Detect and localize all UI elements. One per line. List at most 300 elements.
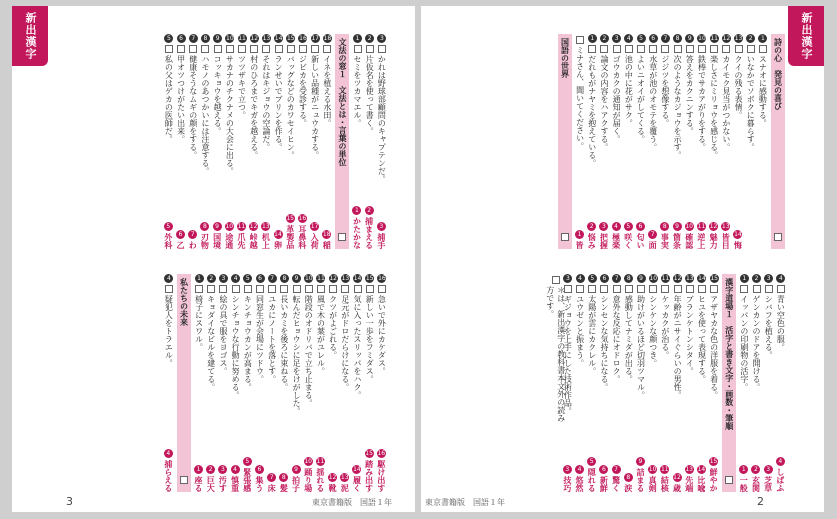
checkbox[interactable] bbox=[354, 285, 362, 293]
question-number: 9 bbox=[213, 34, 222, 43]
answer-number: 15 bbox=[365, 450, 373, 457]
answer-number: 5 bbox=[624, 222, 633, 231]
checkbox[interactable] bbox=[637, 45, 645, 53]
checkbox[interactable] bbox=[613, 285, 621, 293]
section-heading-text: 私たちの未来 bbox=[179, 278, 189, 326]
vocab-item bbox=[750, 274, 762, 492]
checkbox[interactable] bbox=[256, 285, 264, 293]
answer-block bbox=[732, 230, 743, 249]
question-sentence: シンセンな気持ちになる。 bbox=[599, 295, 609, 391]
answer-block bbox=[659, 465, 670, 492]
answer-number: 6 bbox=[599, 465, 608, 474]
question-sentence: ユカにノートを落とす。 bbox=[267, 295, 277, 383]
vocab-item bbox=[659, 34, 671, 249]
answer-kanji: 泥 bbox=[340, 484, 350, 492]
answer-block bbox=[708, 457, 719, 492]
vocab-item bbox=[230, 274, 242, 492]
checkbox[interactable] bbox=[226, 45, 234, 53]
vocab-item bbox=[586, 34, 598, 249]
question-number: 1 bbox=[588, 34, 597, 43]
checkbox[interactable] bbox=[180, 476, 188, 484]
answer-block bbox=[224, 222, 235, 249]
checkbox[interactable] bbox=[686, 45, 694, 53]
answer-number: 3 bbox=[599, 222, 608, 231]
answer-kanji: 髪 bbox=[279, 484, 289, 492]
vocab-item bbox=[611, 274, 623, 492]
checkbox[interactable] bbox=[740, 285, 748, 293]
checkbox[interactable] bbox=[262, 45, 270, 53]
question-number: 1 bbox=[353, 34, 362, 43]
checkbox[interactable] bbox=[661, 45, 669, 53]
question-sentence: 助けがいるほど切羽ツマル。 bbox=[636, 295, 646, 399]
answer-kanji: 耳鼻科 bbox=[297, 225, 307, 249]
checkbox[interactable] bbox=[710, 45, 718, 53]
checkbox[interactable] bbox=[613, 45, 621, 53]
checkbox[interactable] bbox=[649, 45, 657, 53]
question-number: 14 bbox=[353, 275, 362, 282]
vocab-item bbox=[574, 34, 586, 249]
question-sentence: 足元がドロだらけになる。 bbox=[340, 295, 350, 391]
checkbox[interactable] bbox=[698, 45, 706, 53]
checkbox[interactable] bbox=[338, 233, 346, 241]
vocab-item bbox=[738, 274, 750, 492]
checkbox[interactable] bbox=[747, 45, 755, 53]
answer-kanji: 詰まる bbox=[635, 468, 645, 492]
answer-block bbox=[376, 449, 387, 492]
checkbox[interactable] bbox=[311, 45, 319, 53]
publisher-footer: 東京書籍版 国語１年 bbox=[312, 498, 392, 507]
answer-number: 8 bbox=[279, 473, 288, 482]
question-number: 1 bbox=[195, 274, 204, 283]
checkbox[interactable] bbox=[238, 45, 246, 53]
question-number: 18 bbox=[323, 35, 332, 42]
question-number: 11 bbox=[238, 35, 246, 42]
question-number: 4 bbox=[164, 274, 173, 283]
answer-block bbox=[684, 465, 695, 492]
checkbox[interactable] bbox=[774, 233, 782, 241]
answer-block bbox=[708, 222, 719, 249]
checkbox[interactable] bbox=[600, 45, 608, 53]
answer-block bbox=[364, 449, 375, 492]
answer-number: 3 bbox=[377, 222, 386, 231]
checkbox[interactable] bbox=[725, 476, 733, 484]
checkbox[interactable] bbox=[244, 285, 252, 293]
question-sentence: 答えをカクニンする。 bbox=[685, 55, 695, 135]
answer-number: 14 bbox=[274, 231, 282, 238]
question-number: 7 bbox=[661, 34, 670, 43]
checkbox[interactable] bbox=[674, 285, 682, 293]
answer-kanji: 事実 bbox=[660, 233, 670, 249]
checkbox[interactable] bbox=[686, 285, 694, 293]
question-sentence: 太陽が雲にカクレル。 bbox=[587, 295, 597, 375]
answer-number: 11 bbox=[237, 223, 246, 230]
question-number: 13 bbox=[734, 35, 743, 42]
vocab-item bbox=[732, 34, 744, 249]
checkbox[interactable] bbox=[674, 45, 682, 53]
answer-number: 4 bbox=[575, 465, 584, 474]
checkbox[interactable] bbox=[661, 285, 669, 293]
question-sentence: 村のひろまでキガを越える。 bbox=[249, 55, 259, 159]
answer-kanji: 先端 bbox=[684, 476, 694, 492]
answer-number: 15 bbox=[709, 458, 718, 465]
question-sentence: 風で木の葉がユレル。 bbox=[316, 295, 326, 375]
vocab-item bbox=[708, 274, 720, 492]
question-number: 10 bbox=[226, 35, 234, 42]
vocab-item bbox=[351, 274, 363, 492]
question-number: 5 bbox=[637, 34, 646, 43]
vocab-item bbox=[273, 34, 285, 249]
vocab-item bbox=[623, 274, 635, 492]
checkbox[interactable] bbox=[299, 45, 307, 53]
answer-kanji: 箇条 bbox=[672, 233, 682, 249]
checkbox[interactable] bbox=[280, 285, 288, 293]
vocab-item bbox=[708, 34, 720, 249]
checkbox[interactable] bbox=[600, 285, 608, 293]
checkbox[interactable] bbox=[165, 285, 173, 293]
checkbox[interactable] bbox=[765, 285, 773, 293]
checkbox[interactable] bbox=[710, 285, 718, 293]
question-sentence: よいニオイがしてくる。 bbox=[636, 55, 646, 143]
answer-number: 12 bbox=[673, 474, 681, 481]
question-sentence: かれは野球部顧問のキャプテンだ。 bbox=[377, 55, 387, 183]
question-sentence: 長いカミを後ろに束ねる。 bbox=[279, 295, 289, 391]
answer-number: 8 bbox=[660, 222, 669, 231]
checkbox[interactable] bbox=[588, 285, 596, 293]
answer-kanji: 悠然 bbox=[575, 476, 584, 492]
question-sentence: キョダイなビルを建てる。 bbox=[206, 295, 216, 391]
question-sentence: イッパンの印刷物の活字。 bbox=[739, 295, 749, 391]
checkbox[interactable] bbox=[378, 285, 386, 293]
vocab-item bbox=[635, 34, 647, 249]
question-number: 14 bbox=[274, 35, 283, 42]
answer-kanji: 芝草 bbox=[763, 476, 773, 492]
question-number: 5 bbox=[164, 34, 173, 43]
question-sentence: ブランケトンシタイ。 bbox=[685, 295, 695, 375]
question-sentence: 青い空色の服。 bbox=[776, 295, 786, 351]
answer-block bbox=[720, 222, 731, 249]
page-right bbox=[421, 6, 824, 512]
checkbox[interactable] bbox=[576, 285, 584, 293]
checkbox[interactable] bbox=[366, 45, 374, 53]
question-number: 15 bbox=[286, 35, 295, 42]
vocab-item bbox=[339, 274, 351, 492]
answer-block bbox=[586, 457, 597, 492]
vocab-item bbox=[684, 34, 696, 249]
answer-kanji: 床 bbox=[267, 484, 277, 492]
vocab-item bbox=[659, 274, 671, 492]
checkbox[interactable] bbox=[165, 45, 173, 53]
vocab-item bbox=[212, 34, 224, 249]
vocab-item bbox=[175, 34, 187, 249]
vocab-item bbox=[278, 274, 290, 492]
answer-number: 13 bbox=[685, 466, 693, 473]
answer-block bbox=[574, 230, 585, 249]
answer-number: 13 bbox=[721, 223, 730, 230]
checkbox[interactable] bbox=[275, 45, 283, 53]
answer-block bbox=[623, 222, 634, 249]
checkbox[interactable] bbox=[195, 285, 203, 293]
answer-block bbox=[248, 222, 259, 249]
question-sentence: 同窓生が会場にツドウ。 bbox=[255, 295, 265, 383]
question-sentence: ツツザキで立つ。 bbox=[237, 55, 247, 119]
answer-block bbox=[647, 230, 658, 249]
checkbox[interactable] bbox=[378, 45, 386, 53]
answer-number: 14 bbox=[353, 466, 361, 473]
vocab-item bbox=[236, 34, 248, 249]
question-number: 4 bbox=[776, 274, 785, 283]
question-number: 12 bbox=[250, 35, 259, 42]
question-sentence: バッグなどのカワセイヒン。 bbox=[286, 55, 296, 159]
question-number: 4 bbox=[231, 274, 240, 283]
checkbox[interactable] bbox=[287, 45, 295, 53]
answer-kanji: 面 bbox=[648, 241, 658, 249]
answer-number: 6 bbox=[636, 222, 645, 231]
question-number: 7 bbox=[189, 34, 198, 43]
question-sentence: イネを植える水田。 bbox=[322, 55, 332, 127]
answer-kanji: 靴 bbox=[328, 484, 338, 492]
vocab-item bbox=[672, 34, 684, 249]
checkbox[interactable] bbox=[735, 45, 743, 53]
checkbox[interactable] bbox=[625, 45, 633, 53]
checkbox[interactable] bbox=[366, 285, 374, 293]
checkbox[interactable] bbox=[698, 285, 706, 293]
answer-kanji: 咲く bbox=[623, 233, 633, 249]
vocab-item bbox=[285, 34, 297, 249]
question-sentence: ジビカを受診する。 bbox=[298, 55, 308, 127]
question-number: 8 bbox=[280, 274, 289, 283]
checkbox[interactable] bbox=[268, 285, 276, 293]
checkbox[interactable] bbox=[317, 285, 325, 293]
question-number: 16 bbox=[299, 35, 307, 42]
question-number: 2 bbox=[207, 274, 216, 283]
answer-block bbox=[574, 465, 585, 492]
checkbox[interactable] bbox=[214, 45, 222, 53]
question-number: 9 bbox=[292, 274, 301, 283]
answer-number: 14 bbox=[734, 231, 742, 238]
question-number: 10 bbox=[698, 35, 706, 42]
answer-block bbox=[217, 465, 228, 492]
vocab-item bbox=[303, 274, 315, 492]
answer-number: 17 bbox=[310, 223, 319, 230]
answer-kanji: 外科 bbox=[163, 233, 173, 249]
answer-number: 12 bbox=[709, 223, 718, 230]
question-sentence: キンチョウカンが高まる。 bbox=[243, 295, 253, 391]
question-number: 4 bbox=[624, 34, 633, 43]
vocab-item bbox=[205, 274, 217, 492]
vocab-item bbox=[376, 274, 388, 492]
question-number: 5 bbox=[588, 274, 597, 283]
question-number: 13 bbox=[341, 275, 350, 282]
question-number: 11 bbox=[317, 275, 325, 282]
checkbox[interactable] bbox=[177, 45, 185, 53]
answer-kanji: 真剣 bbox=[648, 476, 658, 492]
answer-kanji: 入荷 bbox=[310, 233, 320, 249]
question-number: 4 bbox=[576, 274, 585, 283]
checkbox[interactable] bbox=[552, 276, 560, 284]
vocab-item bbox=[248, 34, 260, 249]
answer-kanji: 国境 bbox=[212, 233, 222, 249]
question-sentence: コッキョウを越える。 bbox=[213, 55, 223, 135]
question-sentence: シバフを植える。 bbox=[764, 295, 774, 359]
vocab-item bbox=[775, 274, 787, 492]
question-sentence: 転んだヒョウシに足をけがした。 bbox=[292, 295, 302, 415]
vocab-item bbox=[696, 34, 708, 249]
side-label: 新出漢字 bbox=[12, 6, 48, 66]
question-number: 3 bbox=[377, 34, 386, 43]
checkbox[interactable] bbox=[305, 285, 313, 293]
question-sentence: 論文の内容をハアクする。 bbox=[599, 55, 609, 151]
checkbox[interactable] bbox=[637, 285, 645, 293]
question-number: 14 bbox=[698, 275, 706, 282]
answer-kanji: 汚す bbox=[218, 476, 228, 492]
side-label: 新出漢字 bbox=[788, 6, 824, 66]
checkbox[interactable] bbox=[753, 285, 761, 293]
answer-block bbox=[236, 222, 247, 249]
answer-number: 2 bbox=[751, 465, 760, 474]
question-number: 6 bbox=[600, 274, 609, 283]
answer-kanji: 逆上 bbox=[696, 233, 706, 249]
answer-kanji: 稲 bbox=[322, 241, 332, 249]
answer-block bbox=[659, 222, 670, 249]
answer-number: 15 bbox=[286, 215, 294, 222]
checkbox[interactable] bbox=[207, 285, 215, 293]
answer-number: 4 bbox=[612, 222, 621, 231]
question-number: 1 bbox=[758, 34, 767, 43]
checkbox[interactable] bbox=[777, 285, 785, 293]
checkbox[interactable] bbox=[354, 45, 362, 53]
question-sentence: 健康そうなムギの顔をする。 bbox=[188, 55, 198, 159]
answer-number: 9 bbox=[292, 465, 301, 474]
question-sentence: ギジョウを上手にした技術作品。 bbox=[563, 295, 573, 415]
question-sentence: 甲オツつけがたい出来。 bbox=[176, 55, 186, 143]
question-number: 9 bbox=[637, 274, 646, 283]
answer-kanji: 捕まえる bbox=[364, 217, 374, 249]
question-sentence: 階段のオドリバで立ち止まる。 bbox=[304, 295, 314, 407]
question-sentence: それはキジョウの空論だ。 bbox=[261, 55, 271, 151]
answer-kanji: 鮮やか bbox=[709, 468, 719, 492]
answer-block bbox=[285, 214, 296, 249]
answer-number: 8 bbox=[200, 222, 209, 231]
checkbox[interactable] bbox=[759, 45, 767, 53]
checkbox[interactable] bbox=[588, 45, 596, 53]
answer-kanji: 駆け出す bbox=[376, 460, 386, 492]
answer-number: 1 bbox=[575, 230, 584, 239]
question-sentence: ミナさん、聞いてください。 bbox=[575, 46, 585, 150]
answer-number: 4 bbox=[776, 457, 785, 466]
answer-block bbox=[303, 457, 314, 492]
answer-block bbox=[291, 465, 302, 492]
answer-kanji: 拍子 bbox=[291, 476, 301, 492]
question-number: 2 bbox=[600, 34, 609, 43]
question-number: 11 bbox=[710, 35, 718, 42]
checkbox[interactable] bbox=[189, 45, 197, 53]
checkbox[interactable] bbox=[576, 36, 584, 44]
answer-kanji: わ bbox=[188, 241, 198, 249]
vocab-item bbox=[364, 274, 376, 492]
section-heading bbox=[177, 274, 191, 492]
vocab-item bbox=[199, 34, 211, 249]
section-heading bbox=[771, 34, 785, 249]
answer-block bbox=[586, 222, 597, 249]
question-number: 2 bbox=[752, 274, 761, 283]
answer-block bbox=[254, 465, 265, 492]
checkbox[interactable] bbox=[232, 285, 240, 293]
answer-number: 13 bbox=[340, 474, 349, 481]
checkbox[interactable] bbox=[293, 285, 301, 293]
question-sentence: ケッカクが治る。 bbox=[660, 295, 670, 359]
question-number: 16 bbox=[378, 275, 386, 282]
checkbox[interactable] bbox=[219, 285, 227, 293]
vocab-item bbox=[696, 274, 708, 492]
answer-kanji: 皆 bbox=[575, 241, 584, 249]
answer-number: 1 bbox=[352, 206, 361, 215]
answer-kanji: 揺れる bbox=[315, 468, 325, 492]
answer-kanji: 踊り場 bbox=[303, 468, 313, 492]
checkbox[interactable] bbox=[250, 45, 258, 53]
vocab-item bbox=[598, 34, 610, 249]
answer-number: 10 bbox=[685, 223, 693, 230]
question-number: 10 bbox=[304, 275, 313, 282]
answer-block bbox=[230, 465, 241, 492]
checkbox[interactable] bbox=[323, 45, 331, 53]
question-sentence: クイの残る表情。 bbox=[734, 55, 744, 119]
answer-number: 13 bbox=[261, 223, 270, 230]
answer-kanji: 刃物 bbox=[200, 233, 210, 249]
question-number: 13 bbox=[262, 35, 271, 42]
question-number: 12 bbox=[722, 35, 731, 42]
vocab-item bbox=[291, 274, 303, 492]
answer-block bbox=[635, 457, 646, 492]
answer-block bbox=[266, 473, 277, 492]
answer-block bbox=[738, 465, 749, 492]
answer-number: 11 bbox=[660, 466, 669, 473]
question-sentence: 鉄棒でサカアがりをする。 bbox=[697, 55, 707, 151]
question-sentence: ユウゼンと振まう。 bbox=[575, 295, 585, 367]
question-sentence: 楽しさにミリョウを感じる。 bbox=[709, 55, 719, 159]
answer-block bbox=[696, 222, 707, 249]
vocab-section-top bbox=[439, 34, 787, 249]
answer-number: 6 bbox=[176, 230, 185, 239]
answer-number: 7 bbox=[267, 473, 276, 482]
checkbox[interactable] bbox=[341, 285, 349, 293]
answer-kanji: 机上 bbox=[261, 233, 271, 249]
checkbox[interactable] bbox=[201, 45, 209, 53]
vocab-item bbox=[217, 274, 229, 492]
checkbox[interactable] bbox=[561, 233, 569, 241]
question-sentence: ＊は、新出漢字の教科書本文外の読み方です。 bbox=[545, 286, 566, 422]
answer-block bbox=[763, 465, 774, 492]
answer-number: 3 bbox=[218, 465, 227, 474]
section-heading-text: 漢字道場１ 活字と書き文字・画数・筆順 bbox=[724, 278, 734, 430]
answer-block bbox=[351, 465, 362, 492]
vocab-item bbox=[611, 34, 623, 249]
question-sentence: ゲンカンのドアを開ける。 bbox=[752, 295, 762, 391]
question-sentence: 椅子にスワル。 bbox=[194, 295, 204, 351]
checkbox[interactable] bbox=[625, 285, 633, 293]
answer-kanji: 途通 bbox=[224, 233, 234, 249]
vocab-item bbox=[763, 274, 775, 492]
answer-block bbox=[598, 222, 609, 249]
answer-number: 5 bbox=[243, 457, 252, 466]
answer-block bbox=[278, 473, 289, 492]
checkbox[interactable] bbox=[722, 45, 730, 53]
checkbox[interactable] bbox=[329, 285, 337, 293]
answer-kanji: 緊張感 bbox=[242, 468, 252, 492]
checkbox[interactable] bbox=[649, 285, 657, 293]
question-number: 6 bbox=[177, 34, 186, 43]
question-number: 8 bbox=[673, 34, 682, 43]
answer-number: 7 bbox=[188, 230, 197, 239]
